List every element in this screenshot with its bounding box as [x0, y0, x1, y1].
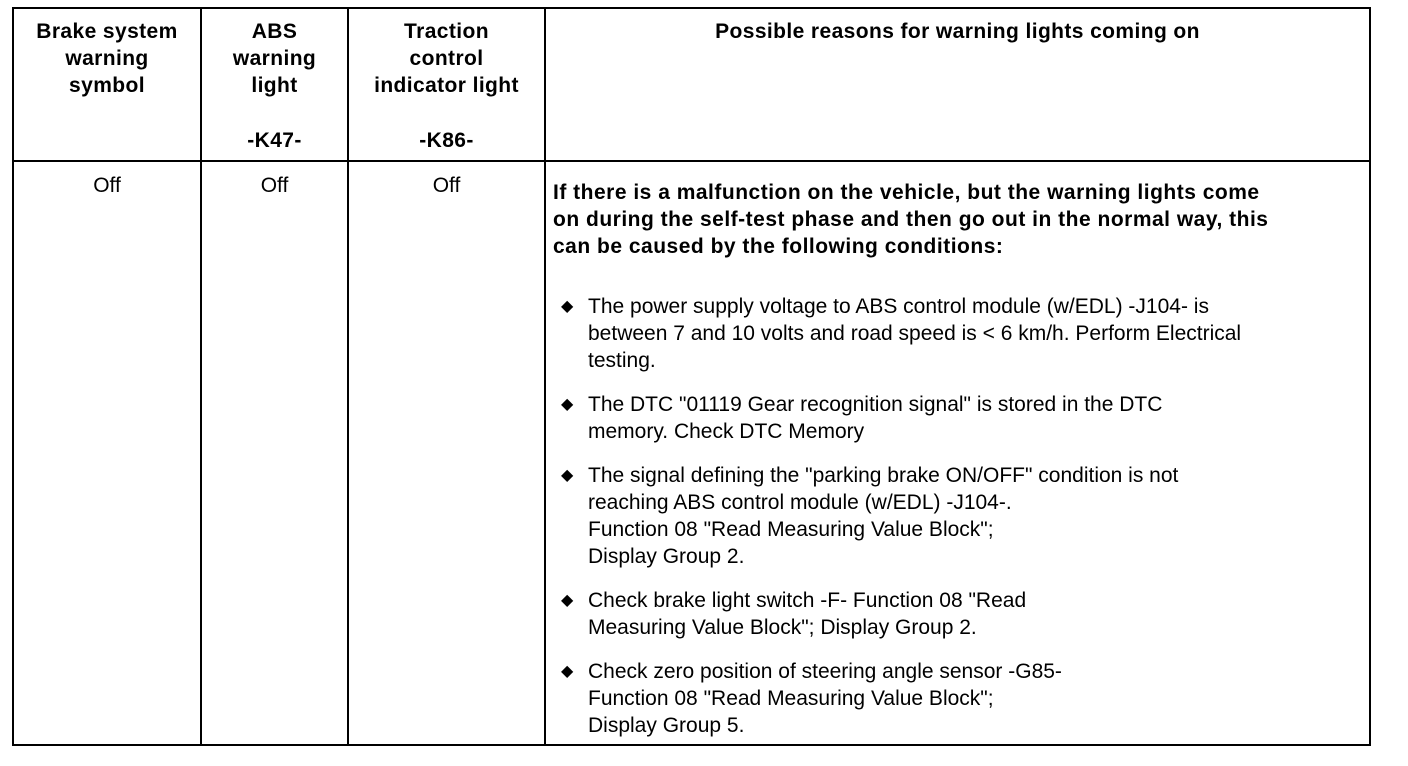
header-traction-line: indicator light: [374, 74, 519, 97]
list-item-line: Display Group 5.: [588, 714, 745, 737]
reasons-intro-line: on during the self-test phase and then go out in the normal way, this: [553, 208, 1269, 231]
list-item-line: Check zero position of steering angle sensor -G85-: [588, 660, 1062, 683]
abs-value: Off: [260, 174, 289, 197]
list-item-line: Function 08 "Read Measuring Value Block";: [588, 518, 994, 541]
list-item-line: memory. Check DTC Memory: [588, 420, 865, 443]
reasons-intro-line: If there is a malfunction on the vehicle, but the warning lights come: [553, 181, 1260, 204]
list-item: [561, 462, 1361, 570]
diamond-bullet-icon: ◆: [561, 592, 574, 609]
list-item-line: Function 08 "Read Measuring Value Block";: [588, 687, 994, 710]
diamond-bullet-icon: ◆: [561, 298, 574, 315]
diamond-bullet-icon: ◆: [561, 396, 574, 413]
column-divider: [544, 9, 546, 744]
reasons-intro-line: can be caused by the following conditions:: [553, 235, 1004, 258]
header-abs-line: ABS: [251, 20, 298, 43]
column-divider: [200, 9, 202, 744]
diamond-bullet-icon: ◆: [561, 467, 574, 484]
reasons-intro: [553, 179, 1353, 260]
header-traction-line: Traction: [404, 20, 489, 43]
list-item-line: between 7 and 10 volts and road speed is < 6 km/h. Perform Electrical: [588, 322, 1242, 345]
column-divider: [347, 9, 349, 744]
header-traction-line: control: [409, 47, 484, 70]
list-item: [561, 587, 1361, 641]
header-abs-line: warning: [232, 47, 317, 70]
diamond-bullet-icon: ◆: [561, 663, 574, 680]
warning-lights-table: [12, 7, 1371, 746]
list-item-line: The signal defining the "parking brake ON/OFF" condition is not: [588, 464, 1179, 487]
header-possible-reasons: Possible reasons for warning lights coming on: [715, 20, 1200, 43]
conditions-list: [561, 293, 1361, 756]
brake-system-value: Off: [93, 174, 121, 197]
list-item-line: The power supply voltage to ABS control module (w/EDL) -J104- is: [588, 295, 1209, 318]
header-brake-system: [14, 18, 200, 99]
list-item-line: Check brake light switch -F- Function 08 "Read: [588, 589, 1027, 612]
list-item: [561, 391, 1361, 445]
list-item-line: testing.: [588, 349, 656, 372]
header-abs: [202, 18, 347, 99]
list-item: [561, 658, 1361, 739]
list-item-line: The DTC "01119 Gear recognition signal" is stored in the DTC: [588, 393, 1163, 416]
list-item: [561, 293, 1361, 374]
traction-value: Off: [432, 174, 461, 197]
header-brake-system-line: warning: [65, 47, 149, 70]
list-item-line: Measuring Value Block"; Display Group 2.: [588, 616, 977, 639]
list-item-line: reaching ABS control module (w/EDL) -J104-.: [588, 491, 1012, 514]
list-item-line: Display Group 2.: [588, 545, 745, 568]
traction-designator: -K86-: [419, 129, 474, 152]
header-divider: [14, 160, 1369, 162]
header-abs-line: light: [251, 74, 298, 97]
header-brake-system-line: symbol: [69, 74, 145, 97]
abs-designator: -K47-: [247, 129, 302, 152]
header-brake-system-line: Brake system: [36, 20, 178, 43]
header-traction-control: [349, 18, 544, 99]
